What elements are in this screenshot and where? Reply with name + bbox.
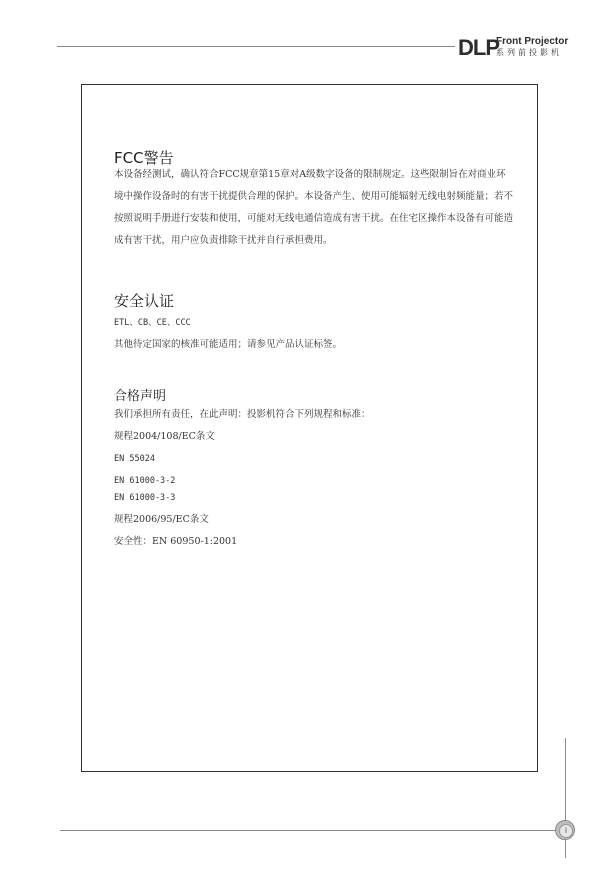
logo-product-text: Front Projector (496, 36, 569, 47)
safety-note: 其他待定国家的核准可能适用；请参见产品认证标签。 (114, 339, 343, 350)
conformity-line-directive-lvd: 规程2006/95/EC条文 (114, 514, 209, 525)
conformity-line-safety-standard: 安全性：EN 60950-1:2001 (114, 536, 238, 547)
conformity-line-declaration: 我们承担所有责任，在此声明：投影机符合下列规程和标准： (114, 409, 371, 420)
dlp-logo (458, 35, 578, 61)
safety-heading: 安全认证 (114, 292, 175, 310)
page-number-badge (555, 820, 575, 840)
footer-rule (60, 830, 555, 831)
fcc-paragraph: 本设备经测试，确认符合FCC规章第15章对A级数字设备的限制规定。这些限制旨在对商业环境中操作设备时的有害干扰提供合理的保护。本设备产生、使用可能辐射无线电射频能量；若不按照说明手册进行安装和使用，可能对无线电通信造成有害干扰。在住宅区操作本设备有可能造成有害干扰，用户应负责排除干扰并自行承担费用。 (114, 169, 514, 246)
logo-subtitle: 系列前投影机 (496, 48, 562, 57)
conformity-line-en55024: EN 55024 (114, 454, 155, 464)
safety-marks: ETL、CB、CE、CCC (114, 318, 191, 328)
conformity-heading: 合格声明 (114, 389, 167, 404)
conformity-line-en61000-3-3: EN 61000-3-3 (114, 493, 176, 503)
conformity-line-en61000-3-2: EN 61000-3-2 (114, 476, 176, 486)
fcc-heading: FCC警告 (114, 149, 174, 167)
footer-vertical-rule (565, 738, 566, 858)
conformity-line-directive-emc: 规程2004/108/EC条文 (114, 431, 215, 442)
page-number: i (559, 824, 573, 838)
logo-dlp-text: DLP (458, 35, 499, 60)
header-rule (57, 46, 455, 47)
